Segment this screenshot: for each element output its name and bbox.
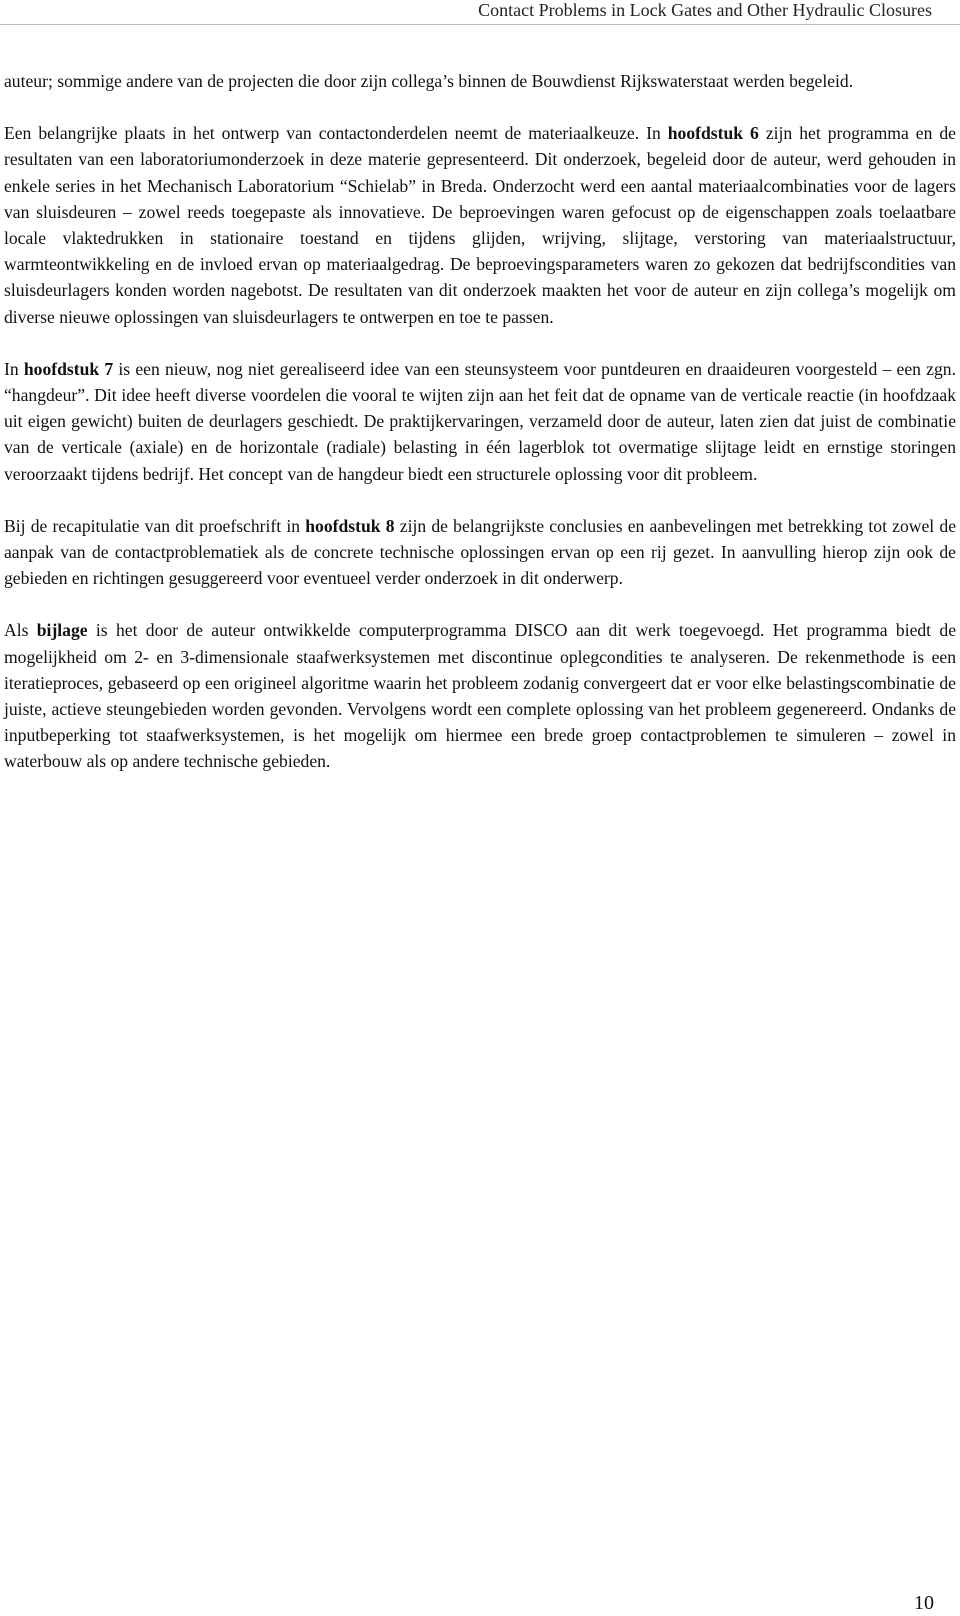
paragraph-1 [4, 68, 956, 94]
paragraph-3-before: In [4, 358, 24, 379]
paragraph-2-before: Een belangrijke plaats in het ontwerp van contactonderdelen neemt de materiaalkeuze. In [4, 123, 668, 144]
paragraph-4 [4, 513, 956, 592]
paragraph-5-before: Als [4, 620, 37, 641]
header-divider [0, 24, 960, 25]
paragraph-4-after: zijn de belangrijkste conclusies en aanbevelingen met betrekking tot zowel de aanpak van de contactproblematiek als de concrete technische oplossingen ervan op een rij gezet. In aanvulling hierop zijn ook de gebieden en richtingen gesuggereerd voor eventueel verder onderzoek in dit onderwerp. [4, 515, 957, 589]
paragraph-4-chapter-ref: hoofdstuk 8 [305, 515, 395, 536]
paragraph-1-text: auteur; sommige andere van de projecten die door zijn collega’s binnen de Bouwdienst Rijkswaterstaat werden begeleid. [4, 71, 854, 91]
page-number: 10 [914, 1592, 934, 1614]
body-text [4, 68, 956, 801]
paragraph-4-before: Bij de recapitulatie van dit proefschrift in [4, 515, 306, 536]
paragraph-3 [4, 356, 956, 487]
paragraph-3-after: is een nieuw, nog niet gerealiseerd idee van een steunsysteem voor puntdeuren en draaideuren voorgesteld – een zgn. “hangdeur”. Dit idee heeft diverse voordelen die vooral te wijten zijn aan het feit dat de opname van de verticale reactie (in hoofdzaak uit eigen gewicht) buiten de deurlagers geschiedt. De praktijkervaringen, verzameld door de auteur, laten zien dat juist de combinatie van de verticale (axiale) en de horizontale (radiale) belasting in één lagerblok tot overmatige slijtage leidt en ernstige storingen veroorzaakt tijdens bedrijf. Het concept van de hangdeur biedt een structurele oplossing voor dit probleem. [4, 358, 956, 484]
paragraph-3-chapter-ref: hoofdstuk 7 [23, 358, 114, 379]
paragraph-5 [4, 617, 956, 774]
paragraph-5-after: is het door de auteur ontwikkelde computerprogramma DISCO aan dit werk toegevoegd. Het programma biedt de mogelijkheid om 2- en 3-dimensionale staafwerksystemen met discontinue oplegcondities te analyseren. De rekenmethode is een iteratieproces, gebaseerd op een origineel algoritme waarin het probleem zodanig convergeert dat er voor elke belastingscombinatie de juiste, actieve steungebieden worden gevonden. Vervolgens wordt een complete oplossing van het probleem gegenereerd. Ondanks de inputbeperking tot staafwerksystemen, is het mogelijk om hiermee een brede groep contactproblemen te simuleren – zowel in waterbouw als op andere technische gebieden. [4, 620, 956, 772]
paragraph-2 [4, 120, 956, 330]
running-header: Contact Problems in Lock Gates and Other Hydraulic Closures [478, 0, 932, 20]
paragraph-5-appendix-ref: bijlage [36, 620, 88, 641]
paragraph-2-after: zijn het programma en de resultaten van een laboratoriumonderzoek in deze materie gepresenteerd. Dit onderzoek, begeleid door de auteur, werd gehouden in enkele series in het Mechanisch Laboratorium “Schielab” in Breda. Onderzocht werd een aantal materiaalcombinaties voor de lagers van sluisdeuren – zowel reeds toegepaste als innovatieve. De beproevingen waren gefocust op de eigenschappen zoals toelaatbare locale vlaktedrukken in stationaire toestand en tijdens glijden, wrijving, slijtage, verstoring van materiaalstructuur, warmteontwikkeling en de invloed ervan op materiaalgedrag. De beproevingsparameters waren zo gekozen dat bedrijfscondities van sluisdeurlagers konden worden nagebotst. De resultaten van dit onderzoek maakten het voor de auteur en zijn collega’s mogelijk om diverse nieuwe oplossingen van sluisdeurlagers te ontwerpen en toe te passen. [4, 123, 956, 327]
paragraph-2-chapter-ref: hoofdstuk 6 [667, 123, 759, 144]
